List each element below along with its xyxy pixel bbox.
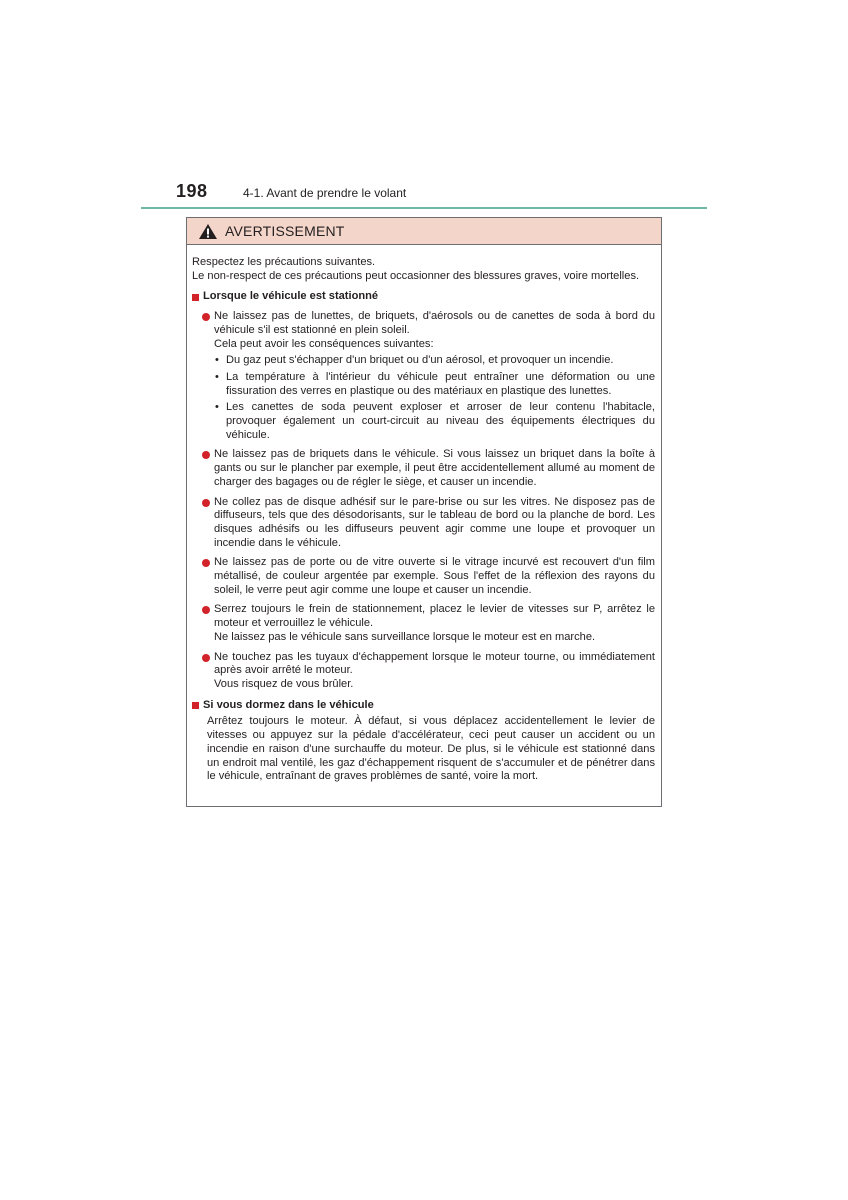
list-item (192, 556, 655, 597)
warning-header (187, 218, 661, 245)
red-bullet-icon (202, 654, 210, 662)
red-bullet-icon (202, 313, 210, 321)
red-bullet-icon (202, 451, 210, 459)
header-rule (141, 207, 707, 209)
list-item (192, 310, 655, 442)
section-heading (192, 290, 655, 304)
section-heading-label: Lorsque le véhicule est stationné (203, 290, 379, 303)
red-bullet-icon (202, 559, 210, 567)
bullet-icon: • (215, 370, 219, 383)
warning-triangle-icon (198, 223, 218, 240)
warning-body (187, 245, 661, 784)
red-bullet-icon (202, 606, 210, 614)
intro-text: Le non-respect de ces précautions peut occasionner des blessures graves, voire mortelles. (192, 269, 640, 282)
list-item (192, 651, 655, 692)
red-square-icon (192, 294, 199, 301)
item-note: Cela peut avoir les conséquences suivantes: (214, 337, 434, 350)
warning-title: AVERTISSEMENT (225, 223, 345, 239)
bullet-icon: • (215, 401, 219, 414)
list-item (192, 448, 655, 489)
sub-item (214, 354, 655, 368)
list-item (192, 603, 655, 644)
item-note: Ne laissez pas le véhicule sans surveillance lorsque le moteur est en marche. (214, 630, 596, 643)
item-note: Vous risquez de vous brûler. (214, 677, 354, 690)
item-text: Serrez toujours le frein de stationnement, placez le levier de vitesses sur P, arrêtez le moteur et verrouillez le véhicule. (214, 603, 655, 630)
sub-item-text: Du gaz peut s'échapper d'un briquet ou d'un aérosol, et provoquer un incendie. (226, 354, 614, 367)
intro-text: Respectez les précautions suivantes. (192, 256, 376, 268)
section-heading (192, 699, 655, 713)
red-bullet-icon (202, 499, 210, 507)
sub-item (214, 371, 655, 398)
item-text: Ne collez pas de disque adhésif sur le pare-brise ou sur les vitres. Ne disposez pas de diffuseurs, tels que des désodorisants, sur le tableau de bord ou la planche de bord. Les disques adhésifs ou les diffuseurs peuvent agir comme une loupe et provoquer un incendie dans le véhicule. (214, 495, 655, 549)
warning-box (186, 217, 662, 807)
red-square-icon (192, 702, 199, 709)
item-text: Ne laissez pas de porte ou de vitre ouverte si le vitrage incurvé est recouvert d'un film métallisé, de couleur argentée par exemple. Sous l'effet de la réflexion des rayons du soleil, le verre peut agir comme une loupe et causer un incendie. (214, 556, 655, 596)
section-text: Arrêtez toujours le moteur. À défaut, si vous déplacez accidentellement le levier de vitesses ou appuyez sur la pédale d'accélérateur, ceci peut causer un accident ou un incendie en raison d'une surchauffe du moteur. De plus, si le véhicule est stationné dans un endroit mal ventilé, les gaz d'échappement risquent de s'accumuler et de pénétrer dans le véhicule, entraînant de graves problèmes de santé, voire la mort. (207, 715, 655, 783)
sub-item-text: Les canettes de soda peuvent exploser et arroser de leur contenu l'habitacle, provoquer également un court-circuit au niveau des équipements électriques du véhicule. (226, 401, 655, 441)
item-text: Ne laissez pas de lunettes, de briquets, d'aérosols ou de canettes de soda à bord du véhicule s'il est stationné en plein soleil. (214, 310, 655, 336)
item-text: Ne touchez pas les tuyaux d'échappement lorsque le moteur tourne, ou immédiatement après avoir arrêté le moteur. (214, 650, 655, 677)
page-number: 198 (176, 181, 208, 201)
section-heading-label: Si vous dormez dans le véhicule (203, 698, 374, 711)
sub-item (214, 401, 655, 442)
list-item (192, 496, 655, 551)
bullet-icon: • (215, 354, 219, 367)
item-text: Ne laissez pas de briquets dans le véhicule. Si vous laissez un briquet dans la boîte à gants ou sur le plancher par exemple, il peut être accidentellement allumé au moment de charger des bagages ou de régler le siège, et causer un incendie. (214, 448, 655, 488)
section-title: 4-1. Avant de prendre le volant (243, 186, 407, 200)
sub-item-text: La température à l'intérieur du véhicule peut entraîner une déformation ou une fissuration des verres en plastique ou des matériaux en plastique des lunettes. (226, 370, 655, 397)
